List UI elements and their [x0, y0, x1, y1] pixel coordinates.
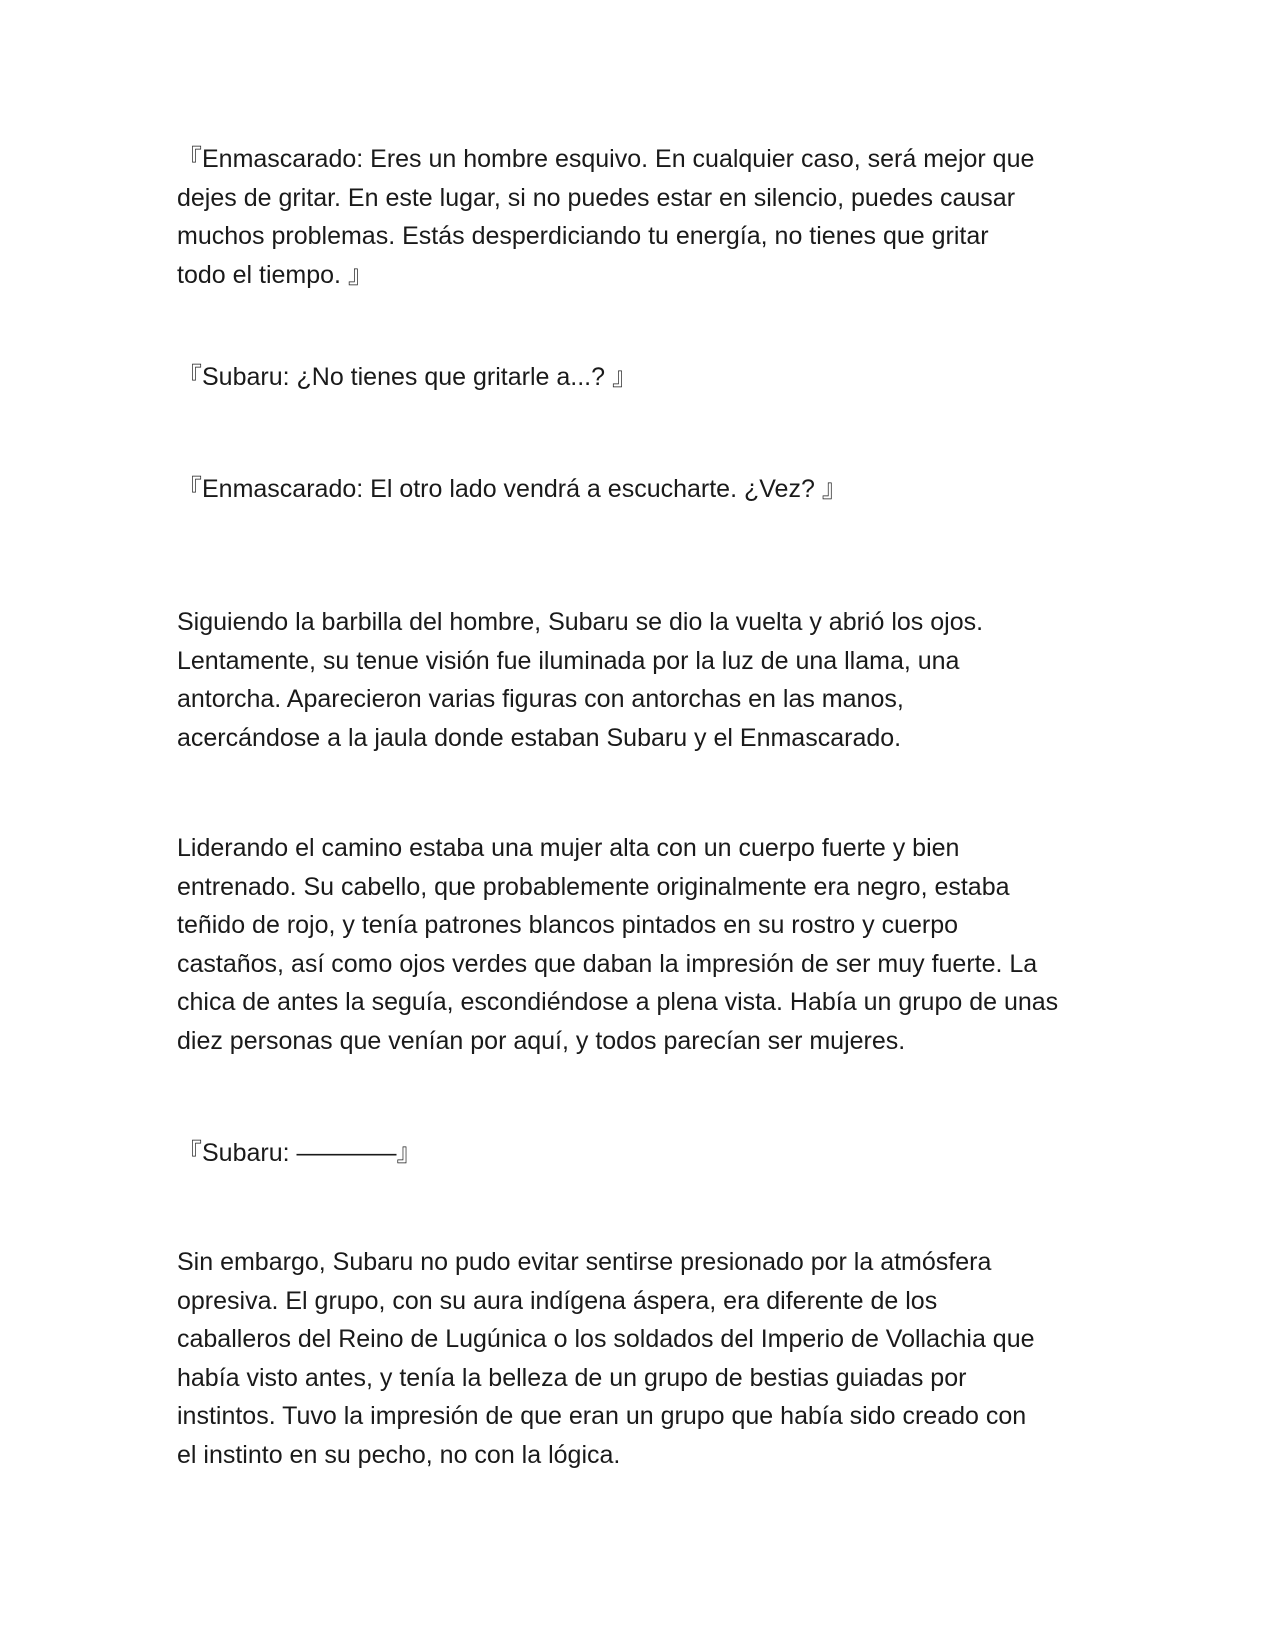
narration-paragraph-3 [177, 1243, 1117, 1474]
narration-paragraph-2 [177, 829, 1117, 1060]
text-line: opresiva. El grupo, con su aura indígena áspera, era diferente de los [177, 1286, 938, 1315]
text-line: Siguiendo la barbilla del hombre, Subaru se dio la vuelta y abrió los ojos. [177, 608, 984, 636]
text-line: chica de antes la seguía, escondiéndose a plena vista. Había un grupo de unas [177, 988, 1059, 1016]
text-line: 『Subaru: ————』 [177, 1139, 422, 1167]
dialogue-enmascarado-2 [177, 470, 1117, 509]
text-line: Liderando el camino estaba una mujer alta con un cuerpo fuerte y bien [177, 834, 960, 862]
text-line: acercándose a la jaula donde estaban Subaru y el Enmascarado. [177, 723, 902, 752]
text-line: 『Subaru: ¿No tienes que gritarle a...? 』 [177, 363, 637, 391]
text-line: 『Enmascarado: Eres un hombre esquivo. En cualquier caso, será mejor que [177, 145, 1035, 173]
dialogue-subaru-2 [177, 1134, 1117, 1173]
text-line: dejes de gritar. En este lugar, si no puedes estar en silencio, puedes causar [177, 183, 1016, 212]
text-line: instintos. Tuvo la impresión de que eran un grupo que había sido creado con [177, 1402, 1027, 1430]
text-line: teñido de rojo, y tenía patrones blancos pintados en su rostro y cuerpo [177, 911, 959, 939]
text-line: muchos problemas. Estás desperdiciando tu energía, no tienes que gritar [177, 222, 989, 250]
text-line: Lentamente, su tenue visión fue iluminada por la luz de una llama, una [177, 646, 960, 675]
text-line: 『Enmascarado: El otro lado vendrá a escucharte. ¿Vez? 』 [177, 475, 847, 503]
text-line: había visto antes, y tenía la belleza de un grupo de bestias guiadas por [177, 1363, 967, 1392]
narration-paragraph-1 [177, 603, 1117, 757]
text-line: caballeros del Reino de Lugúnica o los soldados del Imperio de Vollachia que [177, 1325, 1035, 1353]
dialogue-enmascarado-1 [177, 140, 1117, 294]
text-line: entrenado. Su cabello, que probablemente originalmente era negro, estaba [177, 872, 1010, 901]
text-line: Sin embargo, Subaru no pudo evitar sentirse presionado por la atmósfera [177, 1248, 992, 1276]
dialogue-subaru-1 [177, 358, 1117, 397]
text-line: castaños, así como ojos verdes que daban la impresión de ser muy fuerte. La [177, 949, 1038, 978]
text-line: todo el tiempo. 』 [177, 260, 373, 289]
text-line: el instinto en su pecho, no con la lógica. [177, 1440, 621, 1469]
text-line: diez personas que venían por aquí, y todos parecían ser mujeres. [177, 1026, 906, 1055]
text-line: antorcha. Aparecieron varias figuras con antorchas en las manos, [177, 685, 904, 713]
